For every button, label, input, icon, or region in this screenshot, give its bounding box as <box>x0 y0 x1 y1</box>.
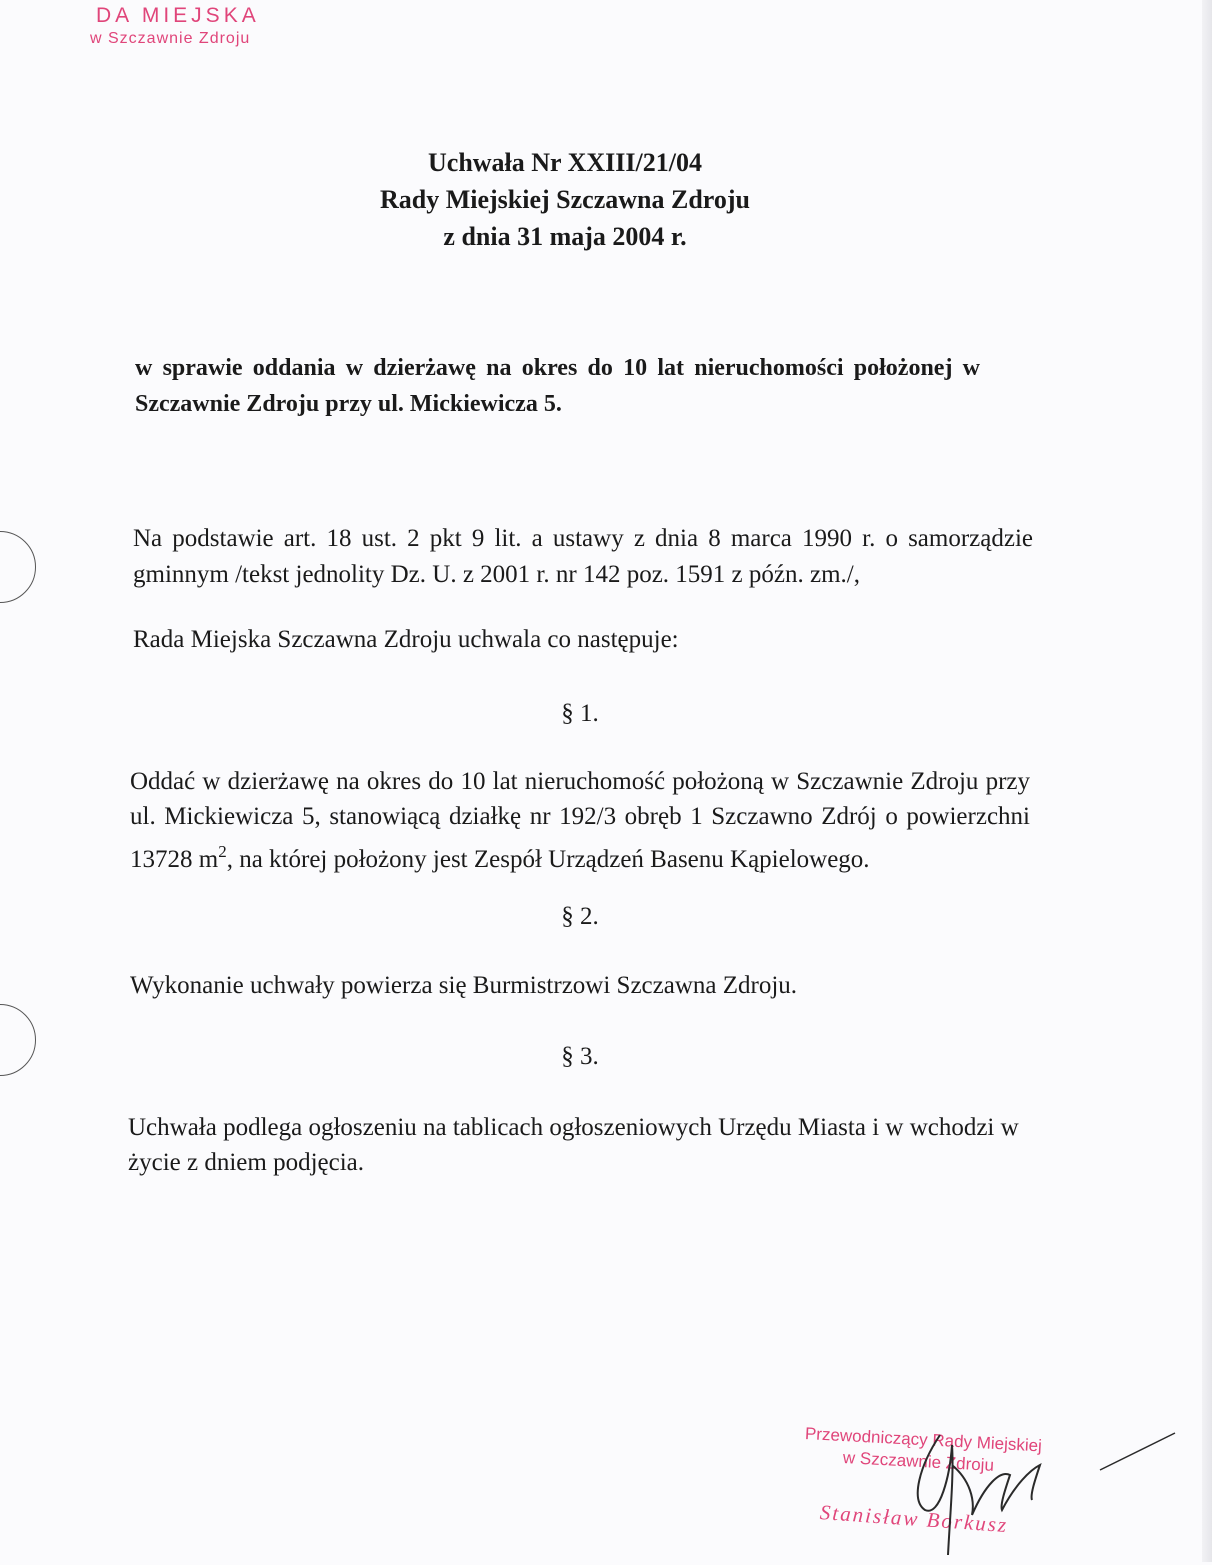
paragraph-1-text-main: Oddać w dzierżawę na okres do 10 lat nieruchomość położoną w Szczawnie Zdroju przy ul. Mickiewicza 5, stanowiącą działkę nr 192/3 obręb 1 Szczawno Zdrój o powierzchni 13728 m <box>130 768 1030 873</box>
handwritten-signature <box>880 1405 1070 1565</box>
council-stamp <box>90 4 260 48</box>
enacting-clause: Rada Miejska Szczawna Zdroju uchwala co następuje: <box>133 626 679 653</box>
paragraph-3-symbol: § 3. <box>561 1043 599 1070</box>
paragraph-2-symbol: § 2. <box>561 903 599 930</box>
page-edge <box>1202 0 1212 1562</box>
council-stamp-line2: w Szczawnie Zdroju <box>90 30 251 47</box>
paragraph-3-text: Uchwała podlega ogłoszeniu na tablicach ogłoszeniowych Urzędu Miasta i w wchodzi w życie z dniem podjęcia. <box>128 1114 1019 1176</box>
chairman-stamp-location: w Szczawnie Zdroju <box>842 1448 995 1475</box>
chairman-name: Stanisław Borkusz <box>819 1500 1010 1538</box>
paragraph-1-symbol: § 1. <box>561 700 599 727</box>
resolution-header <box>0 144 1130 255</box>
resolution-date: z dnia 31 maja 2004 r. <box>443 222 687 251</box>
council-stamp-line1: DA MIEJSKA <box>96 4 260 27</box>
resolution-number: Uchwała Nr XXIII/21/04 <box>428 148 702 177</box>
pen-stroke-mark <box>1095 1425 1185 1475</box>
resolution-authority: Rady Miejskiej Szczawna Zdroju <box>379 185 750 214</box>
paragraph-1-text <box>130 764 1030 877</box>
punch-hole-upper <box>0 531 36 603</box>
chairman-stamp-title: Przewodniczący Rady Miejskiej <box>804 1424 1043 1456</box>
legal-basis: Na podstawie art. 18 ust. 2 pkt 9 lit. a ustawy z dnia 8 marca 1990 r. o samorządzie gminnym /tekst jednolity Dz. U. z 2001 r. nr 142 poz. 1591 z późn. zm./, <box>133 525 1033 588</box>
paragraph-1-text-end: , na której położony jest Zespół Urządzeń Basenu Kąpielowego. <box>226 846 870 873</box>
paragraph-2-text: Wykonanie uchwały powierza się Burmistrzowi Szczawna Zdroju. <box>130 972 798 999</box>
area-unit-superscript: 2 <box>218 842 227 861</box>
resolution-subject: w sprawie oddania w dzierżawę na okres do 10 lat nieruchomości położonej w Szczawnie Zdroju przy ul. Mickiewicza 5. <box>135 355 980 417</box>
